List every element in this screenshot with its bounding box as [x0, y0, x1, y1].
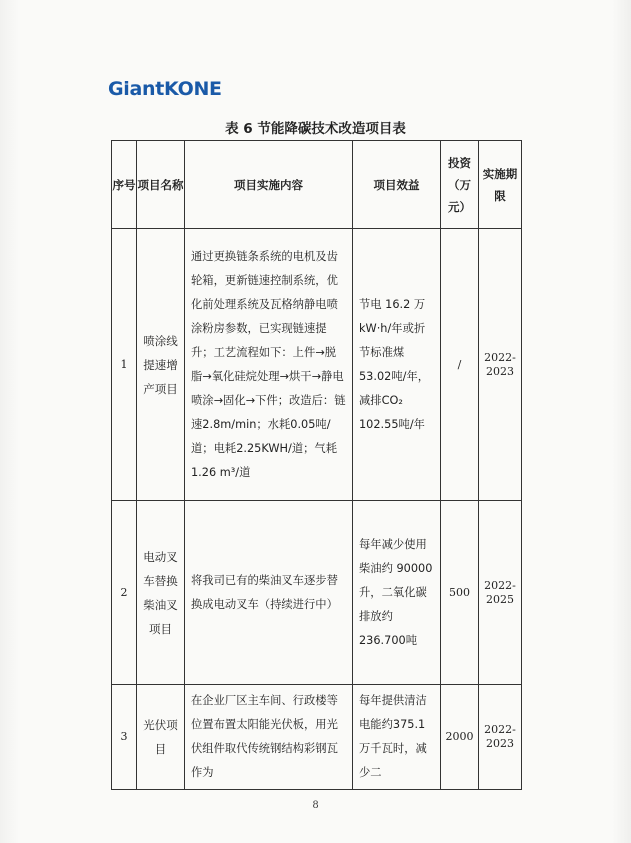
row-period-end: 2025: [486, 592, 514, 606]
row-period-start: 2022-: [484, 578, 516, 592]
row-content: 将我司已有的柴油叉车逐步替换成电动叉车（持续进行中）: [185, 501, 353, 685]
header-investment: 投资（万元）: [441, 141, 479, 229]
header-content: 项目实施内容: [185, 141, 353, 229]
row-period: [479, 685, 522, 790]
row-period-start: 2022-: [484, 723, 516, 736]
table-header-row: [112, 141, 522, 229]
row-name: 电动叉车替换柴油叉项目: [137, 501, 185, 685]
row-effect: 每年提供清洁电能约375.1万千瓦时，减少二: [353, 685, 441, 790]
header-num: 序号: [112, 141, 137, 229]
row-period-start: 2022-: [484, 350, 516, 364]
table-title: 表 6 节能降碳技术改造项目表: [225, 121, 406, 137]
row-name: 喷涂线提速增产项目: [137, 229, 185, 501]
table-row: [112, 501, 522, 685]
row-content: 在企业厂区主车间、行政楼等位置布置太阳能光伏板，用光伏组件取代传统钢结构彩钢瓦作为: [185, 685, 353, 790]
row-content: 通过更换链条系统的电机及齿轮箱，更新链速控制系统，优化前处理系统及瓦格纳静电喷涂粉房参数，已实现链速提升；工艺流程如下：上件→脱脂→氧化硅烷处理→烘干→静电喷涂→固化→下件；改造后：链速2.8m/min；水耗0.05吨/道；电耗2.25KWH/道；气耗1.26 m³/道: [185, 229, 353, 501]
row-investment: 2000: [441, 685, 479, 790]
row-investment: 500: [441, 501, 479, 685]
table-row: [112, 685, 522, 790]
header-effect: 项目效益: [353, 141, 441, 229]
table-row: [112, 229, 522, 501]
row-num: 3: [112, 685, 137, 790]
row-investment: /: [441, 229, 479, 501]
row-num: 1: [112, 229, 137, 501]
header-name: 项目名称: [137, 141, 185, 229]
header-period: 实施期限: [479, 141, 522, 229]
row-effect: 节电 16.2 万kW·h/年或折节标准煤53.02吨/年，减排CO₂ 102.55吨/年: [353, 229, 441, 501]
page-number: 8: [312, 800, 319, 811]
row-period-end: 2023: [486, 737, 514, 750]
row-name: 光伏项目: [137, 685, 185, 790]
project-table: [111, 140, 522, 790]
row-effect: 每年减少使用柴油约 90000升，二氧化碳排放约236.700吨: [353, 501, 441, 685]
company-logo: GiantKONE: [108, 78, 222, 100]
row-num: 2: [112, 501, 137, 685]
row-period-end: 2023: [486, 364, 514, 378]
row-period: [479, 501, 522, 685]
row-period: [479, 229, 522, 501]
